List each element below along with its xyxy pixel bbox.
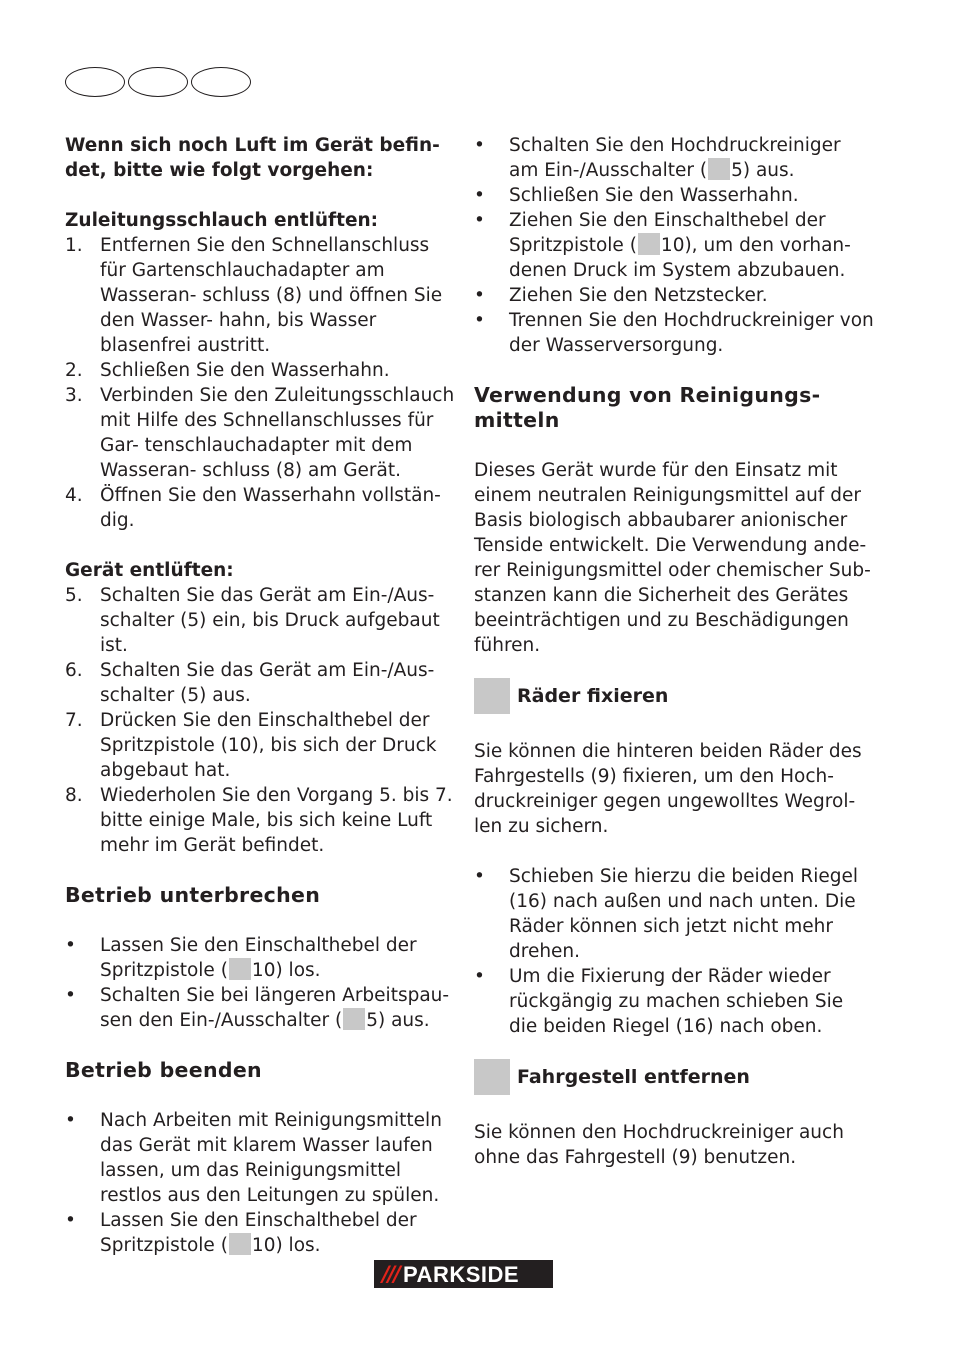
list-item [474,964,874,1039]
step-text: Entfernen Sie den Schnellanschluss für Gartenschlauchadapter am Wasseran- schluss (8) und öffnen Sie den Wasser- hahn, bis Wasser blasenfrei austritt. [100,235,443,356]
item-text: Um die Fixierung der Räder wieder rückgängig zu machen schieben Sie die beiden Riegel (16) nach oben. [509,966,844,1037]
step-text: Schalten Sie das Gerät am Ein-/Aus- schalter (5) aus. [100,660,435,706]
list-item [65,1208,457,1258]
item-text: Schließen Sie den Wasserhahn. [509,185,799,206]
item-text-end: 10) los. [251,1235,321,1256]
bullet: • [474,135,485,156]
item-text-end: 10), um den vorhan- denen Druck im System abzubauen. [509,235,851,281]
item-text: Schalten Sie den Hochdruckreiniger am Ein-/Ausschalter ( [509,135,841,181]
list-item [65,383,457,483]
list-item [474,133,874,183]
device-venting-steps [65,583,457,858]
item-text-end: 5) aus. [366,1010,430,1031]
list-item [65,233,457,358]
bullet: • [474,285,485,306]
figure-reference-box [708,158,730,180]
bullet: • [65,935,76,956]
interrupt-list [65,933,457,1033]
chassis-heading-row [474,1059,874,1095]
step-number: 6. [65,660,83,681]
item-text-end: 10) los. [251,960,321,981]
list-item [474,864,874,964]
chassis-paragraph: Sie können den Hochdruckreiniger auch ohne das Fahrgestell (9) benutzen. [474,1122,844,1168]
list-item [474,283,874,308]
bullet: • [65,1110,76,1131]
step-number: 2. [65,360,83,381]
step-number: 5. [65,585,83,606]
item-text: Lassen Sie den Einschalthebel der Spritzpistole ( [100,935,417,981]
detergent-paragraph: Dieses Gerät wurde für den Einsatz mit einem neutralen Reinigungsmittel auf der Basis biologisch abbaubarer anionischer Tenside entwickelt. Die Verwendung ande- rer Reinigungsmittel oder chemischer Sub- stanzen kann die Sicherheit des Gerätes beeinträchtigen und zu Beschädigungen führen. [474,460,871,656]
parkside-logo [374,1260,553,1288]
logo-slashes: /// [382,1261,400,1286]
figure-reference-box [638,233,660,255]
item-text: Trennen Sie den Hochdruckreiniger von der Wasserversorgung. [509,310,874,356]
step-text: Öffnen Sie den Wasserhahn vollstän- dig. [100,485,441,531]
intro-note: Wenn sich noch Luft im Gerät befin- det, bitte wie folgt vorgehen: [65,135,440,181]
list-item [65,708,457,783]
list-item [65,358,457,383]
figure-reference-box [229,1233,251,1255]
step-text: Verbinden Sie den Zuleitungsschlauch mit Hilfe des Schnellanschlusses für Gar- tenschlauchadapter mit dem Wasseran- schluss (8) am Gerät. [100,385,455,481]
step-number: 3. [65,385,83,406]
list-item [474,208,874,283]
bullet: • [474,866,485,887]
wheels-heading-row [474,678,874,714]
step-number: 1. [65,235,83,256]
figure-reference-box [474,1059,510,1095]
device-venting-heading: Gerät entlüften: [65,560,234,581]
section-heading-detergents: Verwendung von Reinigungs- mitteln [474,383,821,432]
bullet: • [474,210,485,231]
step-text: Wiederholen Sie den Vorgang 5. bis 7. bitte einige Male, bis sich keine Luft mehr im Gerät befindet. [100,785,453,856]
list-item [474,183,874,208]
item-text: Lassen Sie den Einschalthebel der Spritzpistole ( [100,1210,417,1256]
bullet: • [474,185,485,206]
item-text: Ziehen Sie den Einschalthebel der Spritzpistole ( [509,210,826,256]
hose-venting-steps [65,233,457,533]
language-oval-3 [191,67,251,97]
wheels-paragraph: Sie können die hinteren beiden Räder des Fahrgestells (9) fixieren, um den Hoch- druckreiniger gegen ungewolltes Wegrol- len zu sichern. [474,741,862,837]
section-heading-interrupt: Betrieb unterbrechen [65,883,321,907]
section-heading-wheels: Räder fixieren [517,684,669,707]
bullet: • [65,985,76,1006]
bullet: • [65,1210,76,1231]
step-number: 7. [65,710,83,731]
step-text: Schalten Sie das Gerät am Ein-/Aus- schalter (5) ein, bis Druck aufgebaut ist. [100,585,440,656]
language-ovals [65,67,254,97]
figure-reference-box [474,678,510,714]
list-item [65,783,457,858]
step-number: 8. [65,785,83,806]
section-heading-end-operation: Betrieb beenden [65,1058,262,1082]
item-text: Nach Arbeiten mit Reinigungsmitteln das Gerät mit klarem Wasser laufen lassen, um das Reinigungsmittel restlos aus den Leitungen zu spülen. [100,1110,442,1206]
item-text-end: 5) aus. [731,160,795,181]
list-item [65,483,457,533]
list-item [65,658,457,708]
end-operation-list-continued [474,133,874,358]
end-operation-list [65,1108,457,1258]
left-column [65,133,457,1258]
figure-reference-box [229,958,251,980]
hose-venting-heading: Zuleitungsschlauch entlüften: [65,210,379,231]
right-column [474,133,874,1170]
bullet: • [474,966,485,987]
bullet: • [474,310,485,331]
logo-text: PARKSIDE [403,1261,520,1287]
item-text: Schieben Sie hierzu die beiden Riegel (16) nach außen und nach unten. Die Räder können sich jetzt nicht mehr drehen. [509,866,858,962]
list-item [65,1108,457,1208]
list-item [65,933,457,983]
list-item [474,308,874,358]
list-item [65,583,457,658]
item-text: Ziehen Sie den Netzstecker. [509,285,768,306]
list-item [65,983,457,1033]
step-number: 4. [65,485,83,506]
figure-reference-box [343,1008,365,1030]
step-text: Schließen Sie den Wasserhahn. [100,360,390,381]
wheels-list [474,864,874,1039]
item-text: Schalten Sie bei längeren Arbeitspau- sen den Ein-/Ausschalter ( [100,985,450,1031]
language-oval-1 [65,67,125,97]
step-text: Drücken Sie den Einschalthebel der Spritzpistole (10), bis sich der Druck abgebaut hat. [100,710,437,781]
language-oval-2 [128,67,188,97]
section-heading-chassis: Fahrgestell entfernen [517,1065,750,1088]
